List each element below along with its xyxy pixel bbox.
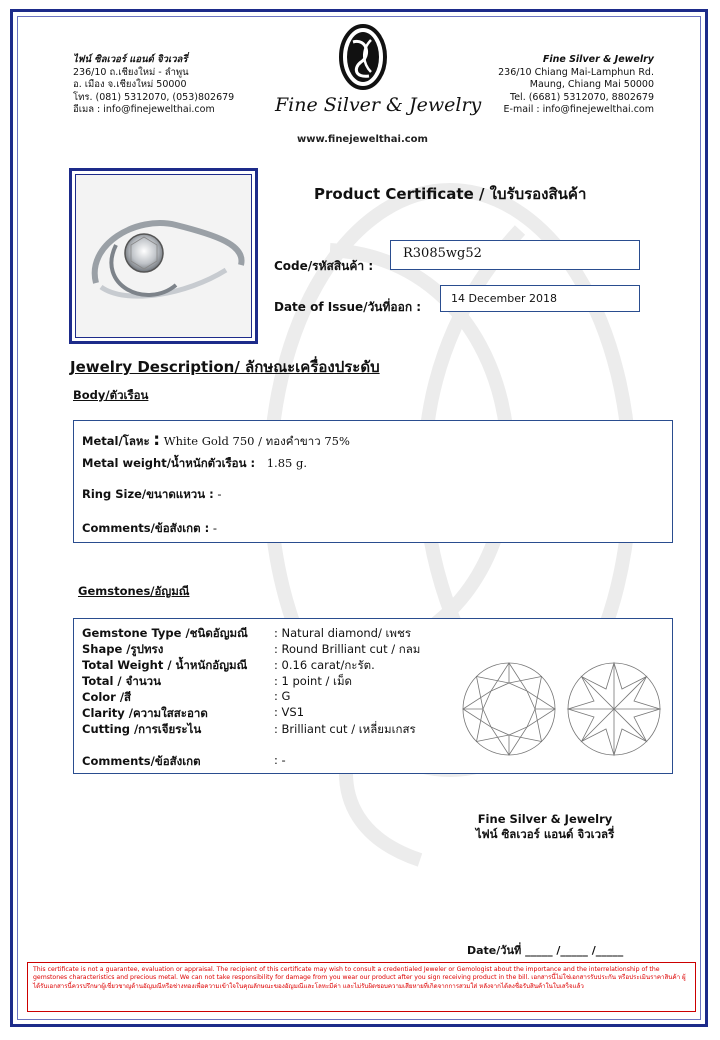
address-line: 236/10 Chiang Mai-Lamphun Rd.: [498, 66, 654, 78]
disclaimer-box: This certificate is not a guarantee, evaluation or appraisal. The recipient of this certificate may wish to consult a credentialed Jeweler or Gemologist about the importance and the interrelationship of the gemstones characteristics and precious metal. We can not take responsibility for damage from you wear our product after you sign receiving product in the bill. เอกสารนี้ไม่ใช่เอกสารรับประกัน หรือประเมินราคาสินค้า ผู้ได้รับเอกสารนี้ควรปรึกษาผู้เชี่ยวชาญด้านอัญมณีหรือช่างทองเพื่อความเข้าใจในคุณลักษณะของอัญมณีและโลหะมีค่า และไม่รับผิดชอบความเสียหายที่เกิดจากการสวมใส่ หลังจากได้ลงชื่อรับสินค้าในใบเสร็จแล้ว: [27, 962, 696, 1012]
signature-company-english: Fine Silver & Jewelry: [477, 812, 613, 826]
metal-value: White Gold 750 / ทองคำขาว 75%: [163, 434, 350, 448]
header-english-address: [498, 54, 654, 117]
signature-company-thai: ไฟน์ ซิลเวอร์ แอนด์ จิวเวลรี่: [475, 827, 615, 841]
code-label: Code/รหัสสินค้า :: [274, 259, 374, 273]
metal-colon: :: [153, 430, 161, 450]
shape-label: Shape /รูปทรง: [82, 642, 164, 656]
ring-size-value: -: [217, 487, 222, 501]
logo-monogram-icon: [333, 20, 393, 94]
body-comments-value: -: [212, 521, 218, 535]
ring-size-label: Ring Size/ขนาดแหวน :: [82, 487, 214, 501]
total-count-value: : 1 point / เม็ด: [274, 674, 352, 688]
company-name-thai: ไฟน์ ซิลเวอร์ แอนด์ จิวเวลรี่: [73, 54, 188, 65]
email-line: อีเมล : info@finejewelthai.com: [73, 104, 215, 115]
gem-comments-label: Comments/ข้อสังเกต: [82, 754, 201, 768]
color-value: : G: [274, 689, 291, 703]
company-logo: [275, 20, 482, 150]
header-thai-address: [73, 54, 234, 117]
body-section-title: Body/ตัวเรือน: [73, 388, 149, 402]
gemstone-details-box: [73, 618, 673, 774]
address-line: อ. เมือง จ.เชียงใหม่ 50000: [73, 79, 187, 90]
product-photo-frame: [69, 168, 258, 344]
issue-date-field: 14 December 2018: [440, 285, 640, 312]
cutting-value: : Brilliant cut / เหลี่ยมเกสร: [274, 722, 416, 736]
logo-text: Fine Silver & Jewelry: [275, 94, 482, 116]
ring-image-icon: [76, 175, 251, 337]
metal-row: [82, 430, 350, 451]
body-details-box: [73, 420, 673, 543]
metal-weight-label: Metal weight/น้ำหนักตัวเรือน :: [82, 456, 256, 470]
website-link[interactable]: www.finejewelthai.com: [297, 134, 428, 145]
ring-size-row: [82, 486, 222, 504]
gemstone-type-value: : Natural diamond/ เพชร: [274, 626, 411, 640]
certificate-title: Product Certificate / ใบรับรองสินค้า: [314, 185, 587, 203]
date-signature-line: Date/วันที่ _____ /_____ /_____: [467, 944, 624, 957]
address-line: Maung, Chiang Mai 50000: [529, 79, 654, 90]
company-name-english: Fine Silver & Jewelry: [542, 54, 654, 65]
color-label: Color /สี: [82, 690, 132, 704]
gemstone-type-label: Gemstone Type /ชนิดอัญมณี: [82, 626, 248, 640]
total-count-label: Total / จำนวน: [82, 674, 162, 688]
issue-date-label: Date of Issue/วันที่ออก :: [274, 300, 422, 314]
metal-weight-row: [82, 455, 307, 473]
clarity-label: Clarity /ความใสสะอาด: [82, 706, 208, 720]
clarity-value: : VS1: [274, 705, 305, 719]
diamond-pavilion-diagram-icon: [564, 659, 664, 759]
metal-weight-value: 1.85 g.: [266, 456, 307, 470]
total-weight-value: : 0.16 carat/กะรัต.: [274, 658, 375, 672]
signature-block: [445, 812, 645, 842]
gem-comments-value: : -: [274, 753, 286, 767]
total-weight-label: Total Weight / น้ำหนักอัญมณี: [82, 658, 248, 672]
metal-label: Metal/โลหะ: [82, 434, 150, 448]
cutting-label: Cutting /การเจียระไน: [82, 722, 202, 736]
email-line: E-mail : info@finejewelthai.com: [503, 104, 654, 115]
body-comments-label: Comments/ข้อสังเกต :: [82, 521, 210, 535]
phone-line: โทร. (081) 5312070, (053)802679: [73, 91, 235, 103]
product-photo: [75, 174, 252, 338]
product-code-field: R3085wg52: [390, 240, 640, 270]
body-comments-row: [82, 520, 217, 538]
phone-line: Tel. (6681) 5312070, 8802679: [510, 91, 654, 103]
shape-value: : Round Brilliant cut / กลม: [274, 642, 421, 656]
gemstones-section-title: Gemstones/อัญมณี: [78, 584, 190, 598]
address-line: 236/10 ถ.เชียงใหม่ - ลำพูน: [73, 66, 189, 78]
jewelry-description-title: Jewelry Description/ ลักษณะเครื่องประดับ: [70, 358, 380, 376]
diamond-crown-diagram-icon: [459, 659, 559, 759]
